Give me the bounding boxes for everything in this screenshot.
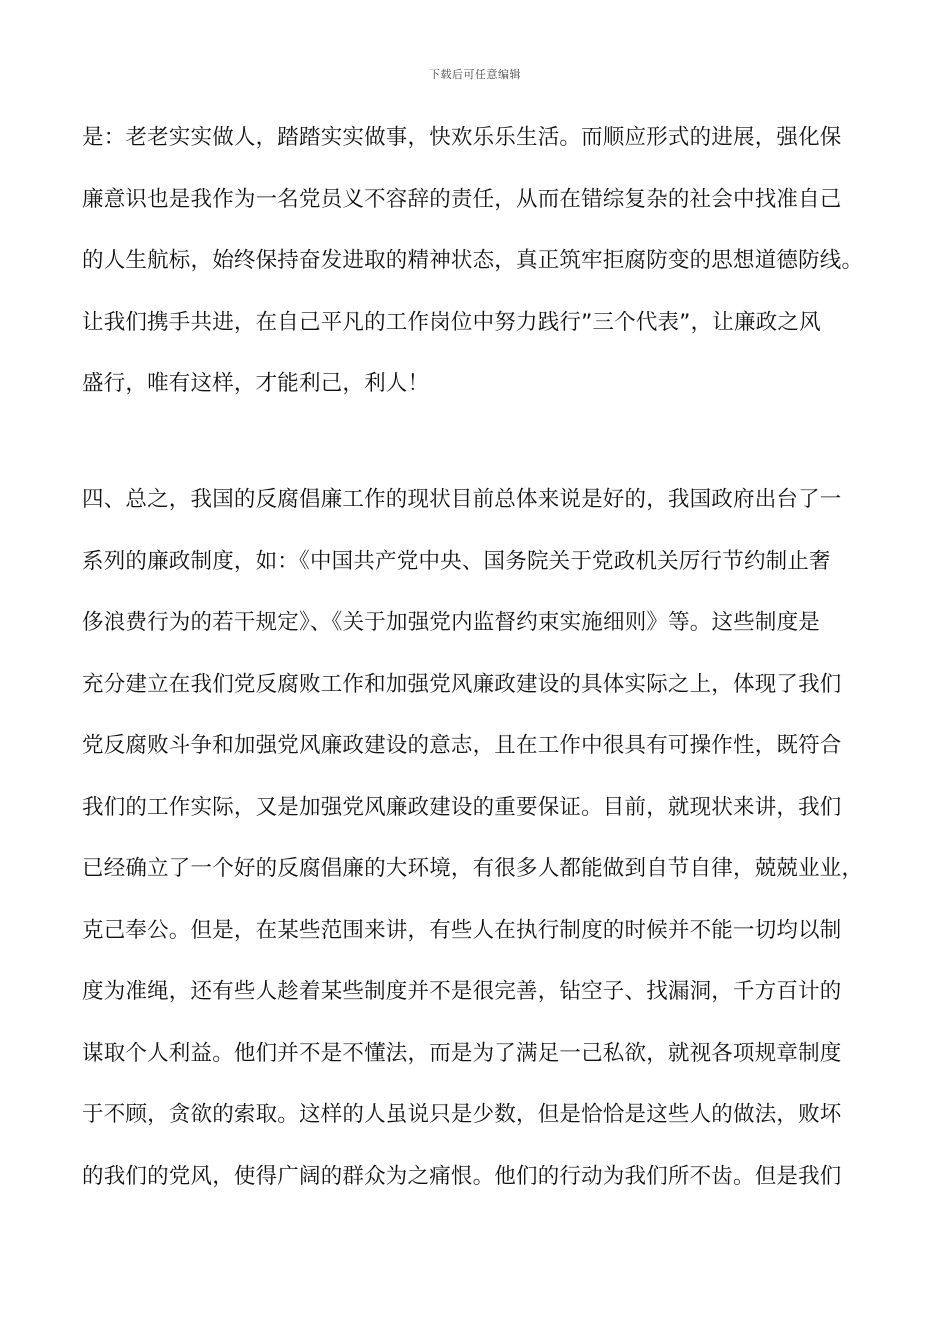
text-line: 党反腐败斗争和加强党风廉政建设的意志，且在工作中很具有可操作性，既符合 — [82, 733, 842, 758]
text-line: 盛行，唯有这样，才能利己，利人！ — [82, 371, 430, 396]
text-line: 让我们携手共进，在自己平凡的工作岗位中努力践行”三个代表”，让廉政之风 — [82, 309, 821, 335]
text-line: 谋取个人利益。他们并不是不懂法，而是为了满足一己私欲，就视各项规章制度 — [82, 1040, 842, 1066]
text-line: 的我们的党风，使得广阔的群众为之痛恨。他们的行动为我们所不齿。但是我们 — [82, 1163, 842, 1189]
page-header: 下载后可任意编辑 — [429, 68, 521, 81]
text-line: 于不顾，贪欲的索取。这样的人虽说只是少数，但是恰恰是这些人的做法，败坏 — [82, 1102, 842, 1127]
text-line: 侈浪费行为的若干规定》、《关于加强党内监督约束实施细则》等。这些制度是 — [82, 610, 821, 635]
text-line: 充分建立在我们党反腐败工作和加强党风廉政建设的具体实际之上，体现了我们 — [82, 671, 842, 697]
text-line: 是：老老实实做人，踏踏实实做事，快欢乐乐生活。而顺应形式的进展，强化保 — [82, 125, 842, 150]
text-line: 已经确立了一个好的反腐倡廉的大环境，有很多人都能做到自节自律，兢兢业业， — [82, 856, 864, 881]
text-line: 四、总之，我国的反腐倡廉工作的现状目前总体来说是好的，我国政府出台了一 — [82, 487, 842, 512]
text-line: 的人生航标，始终保持奋发进取的精神状态，真正筑牢拒腐防变的思想道德防线。 — [82, 248, 864, 273]
text-line: 度为准绳，还有些人趁着某些制度并不是很完善，钻空子、找漏洞，千方百计的 — [82, 979, 842, 1004]
text-line: 廉意识也是我作为一名党员义不容辞的责任，从而在错综复杂的社会中找准自己 — [82, 186, 842, 212]
paragraph-conclusion — [82, 120, 882, 428]
text-line: 克己奉公。但是，在某些范围来讲，有些人在执行制度的时候并不能一切均以制 — [82, 917, 842, 943]
paragraph-section-four — [82, 482, 882, 1220]
text-line: 系列的廉政制度，如：《中国共产党中央、国务院关于党政机关厉行节约制止奢 — [82, 548, 831, 574]
text-line: 我们的工作实际，又是加强党风廉政建设的重要保证。目前，就现状来讲，我们 — [82, 794, 842, 820]
